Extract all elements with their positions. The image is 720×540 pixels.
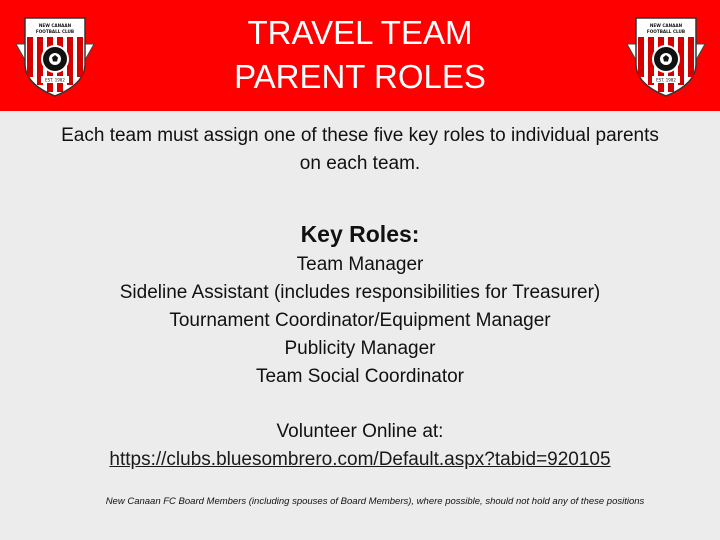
crest-text-line1: NEW CANAAN: [38, 23, 72, 28]
roles-list: [0, 251, 720, 391]
page-title-line2: PARENT ROLES: [234, 58, 486, 95]
crest-year: EST. 1982: [656, 77, 676, 83]
intro-line2: on each team.: [299, 153, 421, 174]
intro-line1: Each team must assign one of these five key roles to individual parents: [61, 125, 659, 146]
page-title-line1: TRAVEL TEAM: [247, 14, 473, 51]
role-item: Publicity Manager: [284, 338, 436, 359]
crest-text-line1: NEW CANAAN: [649, 23, 683, 28]
title-banner: [0, 0, 720, 111]
role-item: Team Manager: [296, 254, 424, 275]
role-item: Team Social Coordinator: [255, 366, 465, 387]
crest-text-line2: FOOTBALL CLUB: [35, 29, 75, 34]
intro-text: [0, 122, 720, 178]
board-member-footnote: New Canaan FC Board Members (including spouses of Board Members), where possible, should not hold any of these positions: [105, 496, 645, 507]
role-item: Sideline Assistant (includes responsibilities for Treasurer): [119, 282, 601, 303]
crest-text-line2: FOOTBALL CLUB: [646, 29, 686, 34]
volunteer-label: Volunteer Online at:: [276, 421, 444, 442]
role-item: Tournament Coordinator/Equipment Manager: [169, 310, 551, 331]
volunteer-link[interactable]: https://clubs.bluesombrero.com/Default.aspx?tabid=920105: [109, 449, 611, 470]
roles-heading: Key Roles:: [300, 221, 420, 247]
club-crest-icon: [626, 14, 706, 98]
crest-year: EST. 1982: [45, 77, 65, 83]
volunteer-link-row: [0, 446, 720, 474]
